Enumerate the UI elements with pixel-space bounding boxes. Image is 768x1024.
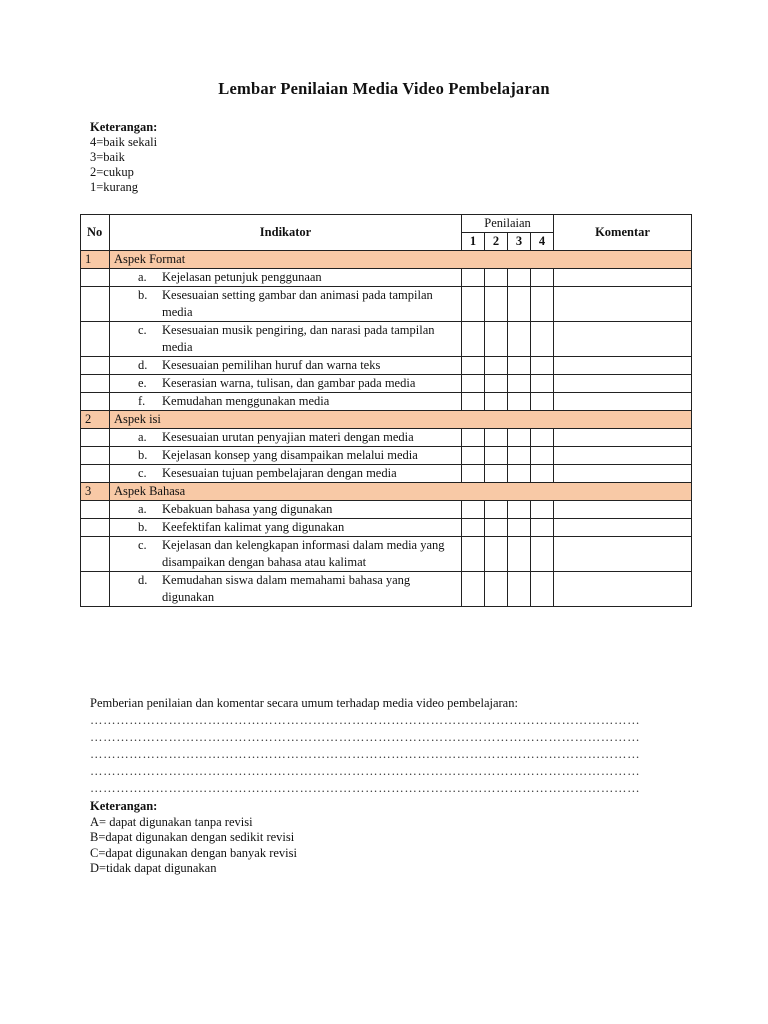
indicator-row — [81, 269, 692, 287]
revision-legend — [90, 799, 297, 877]
score-cell-2[interactable] — [485, 322, 508, 357]
indicator — [114, 572, 457, 606]
score-cell-4[interactable] — [531, 572, 554, 607]
header-score-1: 1 — [462, 233, 485, 251]
page-title: Lembar Penilaian Media Video Pembelajaran — [218, 79, 550, 98]
comment-cell[interactable] — [554, 357, 692, 375]
score-cell-1[interactable] — [462, 537, 485, 572]
comment-cell[interactable] — [554, 501, 692, 519]
indicator-letter: f. — [138, 394, 146, 408]
indicator-row — [81, 429, 692, 447]
indicator-cell — [110, 429, 462, 447]
score-legend-item: 4=baik sekali — [90, 135, 158, 149]
indicator — [114, 447, 457, 464]
section-title: Aspek Format — [110, 251, 692, 269]
table-header-row — [81, 215, 692, 233]
indicator-text: Kejelasan dan kelengkapan informasi dalam media yang disampaikan dengan bahasa atau kalimat — [162, 538, 445, 569]
score-cell-3[interactable] — [508, 322, 531, 357]
score-cell-4[interactable] — [531, 465, 554, 483]
score-cell-3[interactable] — [508, 501, 531, 519]
score-cell-3[interactable] — [508, 375, 531, 393]
indicator — [114, 393, 457, 410]
indicator — [114, 537, 457, 571]
indicator-cell — [110, 375, 462, 393]
comment-line[interactable]: ……………………………………………………………………………………………………………… — [90, 781, 641, 795]
section-title: Aspek isi — [110, 411, 692, 429]
indicator-text: Kesesuaian musik pengiring, dan narasi pada tampilan media — [162, 323, 435, 354]
score-cell-3[interactable] — [508, 465, 531, 483]
indicator-letter: b. — [138, 448, 148, 462]
score-cell-1[interactable] — [462, 429, 485, 447]
indicator-row — [81, 519, 692, 537]
score-cell-4[interactable] — [531, 287, 554, 322]
indicator-letter: a. — [138, 270, 147, 284]
score-cell-1[interactable] — [462, 572, 485, 607]
score-legend-item: 2=cukup — [90, 165, 134, 179]
indicator-cell — [110, 537, 462, 572]
score-cell-1[interactable] — [462, 501, 485, 519]
score-cell-1[interactable] — [462, 357, 485, 375]
header-penilaian: Penilaian — [462, 215, 554, 233]
score-cell-4[interactable] — [531, 375, 554, 393]
score-cell-3[interactable] — [508, 429, 531, 447]
score-legend-heading: Keterangan: — [90, 120, 158, 134]
indicator-text: Kemudahan siswa dalam memahami bahasa yang digunakan — [162, 573, 411, 604]
section-title: Aspek Bahasa — [110, 483, 692, 501]
score-cell-1[interactable] — [462, 269, 485, 287]
table-body — [81, 251, 692, 607]
indicator-cell — [110, 572, 462, 607]
indicator-row — [81, 501, 692, 519]
indicator-cell — [110, 322, 462, 357]
row-number-cell — [81, 375, 110, 393]
comment-cell[interactable] — [554, 572, 692, 607]
score-cell-4[interactable] — [531, 519, 554, 537]
indicator — [114, 287, 457, 321]
row-number-cell — [81, 519, 110, 537]
indicator-letter: a. — [138, 502, 147, 516]
indicator-cell — [110, 393, 462, 411]
indicator-letter: c. — [138, 466, 147, 480]
general-comment-prompt: Pemberian penilaian dan komentar secara umum terhadap media video pembelajaran: — [90, 696, 518, 710]
indicator-letter: b. — [138, 520, 148, 534]
section-number: 3 — [81, 483, 110, 501]
score-cell-4[interactable] — [531, 537, 554, 572]
indicator-text: Kesesuaian tujuan pembelajaran dengan media — [162, 466, 397, 480]
score-cell-3[interactable] — [508, 357, 531, 375]
indicator-cell — [110, 519, 462, 537]
score-cell-4[interactable] — [531, 447, 554, 465]
score-cell-2[interactable] — [485, 287, 508, 322]
row-number-cell — [81, 357, 110, 375]
row-number-cell — [81, 429, 110, 447]
indicator-letter: d. — [138, 573, 148, 587]
indicator-text: Kesesuaian setting gambar dan animasi pada tampilan media — [162, 288, 433, 319]
score-cell-3[interactable] — [508, 393, 531, 411]
indicator-row — [81, 357, 692, 375]
score-cell-3[interactable] — [508, 537, 531, 572]
score-cell-1[interactable] — [462, 519, 485, 537]
indicator-cell — [110, 269, 462, 287]
assessment-table — [80, 214, 692, 607]
header-indikator: Indikator — [110, 215, 462, 251]
comment-cell[interactable] — [554, 429, 692, 447]
indicator-row — [81, 572, 692, 607]
comment-cell[interactable] — [554, 269, 692, 287]
indicator-text: Keefektifan kalimat yang digunakan — [162, 520, 345, 534]
row-number-cell — [81, 465, 110, 483]
score-legend-item: 3=baik — [90, 150, 125, 164]
section-number: 1 — [81, 251, 110, 269]
comment-line[interactable]: ……………………………………………………………………………………………………………… — [90, 747, 641, 761]
score-cell-2[interactable] — [485, 537, 508, 572]
indicator-text: Keserasian warna, tulisan, dan gambar pada media — [162, 376, 416, 390]
score-cell-3[interactable] — [508, 269, 531, 287]
comment-cell[interactable] — [554, 287, 692, 322]
row-number-cell — [81, 287, 110, 322]
score-cell-3[interactable] — [508, 519, 531, 537]
indicator-text: Kebakuan bahasa yang digunakan — [162, 502, 333, 516]
indicator — [114, 269, 457, 286]
score-cell-1[interactable] — [462, 447, 485, 465]
section-row — [81, 483, 692, 501]
indicator — [114, 429, 457, 446]
indicator-cell — [110, 287, 462, 322]
comment-cell[interactable] — [554, 465, 692, 483]
comment-line[interactable]: ……………………………………………………………………………………………………………… — [90, 713, 641, 727]
indicator-row — [81, 537, 692, 572]
indicator-cell — [110, 357, 462, 375]
indicator-letter: b. — [138, 288, 148, 302]
row-number-cell — [81, 447, 110, 465]
indicator-text: Kesesuaian urutan penyajian materi dengan media — [162, 430, 414, 444]
indicator-letter: c. — [138, 323, 147, 337]
indicator-letter: a. — [138, 430, 147, 444]
score-legend — [90, 120, 157, 195]
score-cell-4[interactable] — [531, 393, 554, 411]
indicator-row — [81, 447, 692, 465]
revision-legend-item: C=dapat digunakan dengan banyak revisi — [90, 845, 297, 860]
score-cell-2[interactable] — [485, 447, 508, 465]
row-number-cell — [81, 269, 110, 287]
score-cell-1[interactable] — [462, 287, 485, 322]
indicator-row — [81, 375, 692, 393]
indicator-letter: c. — [138, 538, 147, 552]
indicator-row — [81, 322, 692, 357]
header-score-3: 3 — [508, 233, 531, 251]
comment-cell[interactable] — [554, 375, 692, 393]
section-row — [81, 411, 692, 429]
score-cell-1[interactable] — [462, 465, 485, 483]
score-cell-1[interactable] — [462, 322, 485, 357]
revision-legend-item: B=dapat digunakan dengan sedikit revisi — [90, 830, 295, 844]
indicator-row — [81, 465, 692, 483]
indicator-text: Kesesuaian pemilihan huruf dan warna teks — [162, 358, 381, 372]
row-number-cell — [81, 322, 110, 357]
score-cell-3[interactable] — [508, 572, 531, 607]
section-number: 2 — [81, 411, 110, 429]
score-cell-4[interactable] — [531, 322, 554, 357]
comment-cell[interactable] — [554, 537, 692, 572]
score-cell-4[interactable] — [531, 357, 554, 375]
indicator-cell — [110, 465, 462, 483]
score-cell-4[interactable] — [531, 501, 554, 519]
general-comment-section — [90, 695, 690, 797]
score-cell-2[interactable] — [485, 572, 508, 607]
revision-legend-item: A= dapat digunakan tanpa revisi — [90, 814, 253, 829]
score-cell-2[interactable] — [485, 393, 508, 411]
comment-cell[interactable] — [554, 322, 692, 357]
indicator — [114, 357, 457, 374]
score-cell-1[interactable] — [462, 375, 485, 393]
score-cell-4[interactable] — [531, 429, 554, 447]
indicator-letter: e. — [138, 376, 147, 390]
score-cell-1[interactable] — [462, 393, 485, 411]
indicator-row — [81, 393, 692, 411]
row-number-cell — [81, 501, 110, 519]
score-cell-2[interactable] — [485, 519, 508, 537]
comment-line[interactable]: ……………………………………………………………………………………………………………… — [90, 730, 641, 744]
row-number-cell — [81, 572, 110, 607]
indicator-row — [81, 287, 692, 322]
indicator — [114, 501, 457, 518]
header-komentar: Komentar — [554, 215, 692, 251]
score-cell-2[interactable] — [485, 375, 508, 393]
score-cell-2[interactable] — [485, 357, 508, 375]
score-cell-2[interactable] — [485, 269, 508, 287]
indicator — [114, 322, 457, 356]
revision-legend-item: D=tidak dapat digunakan — [90, 861, 217, 875]
indicator — [114, 375, 457, 392]
score-cell-2[interactable] — [485, 465, 508, 483]
comment-cell[interactable] — [554, 393, 692, 411]
section-row — [81, 251, 692, 269]
score-cell-3[interactable] — [508, 287, 531, 322]
score-cell-4[interactable] — [531, 269, 554, 287]
header-score-2: 2 — [485, 233, 508, 251]
indicator-cell — [110, 501, 462, 519]
indicator-cell — [110, 447, 462, 465]
score-cell-2[interactable] — [485, 429, 508, 447]
score-cell-2[interactable] — [485, 501, 508, 519]
comment-line[interactable]: ……………………………………………………………………………………………………………… — [90, 764, 641, 778]
indicator — [114, 465, 457, 482]
comment-cell[interactable] — [554, 519, 692, 537]
score-legend-item: 1=kurang — [90, 180, 139, 194]
row-number-cell — [81, 393, 110, 411]
indicator-text: Kejelasan petunjuk penggunaan — [162, 270, 322, 284]
row-number-cell — [81, 537, 110, 572]
score-cell-3[interactable] — [508, 447, 531, 465]
indicator — [114, 519, 457, 536]
header-no: No — [81, 215, 110, 251]
indicator-text: Kejelasan konsep yang disampaikan melalui media — [162, 448, 418, 462]
indicator-text: Kemudahan menggunakan media — [162, 394, 330, 408]
indicator-letter: d. — [138, 358, 148, 372]
revision-legend-heading: Keterangan: — [90, 799, 158, 813]
header-score-4: 4 — [531, 233, 554, 251]
comment-cell[interactable] — [554, 447, 692, 465]
